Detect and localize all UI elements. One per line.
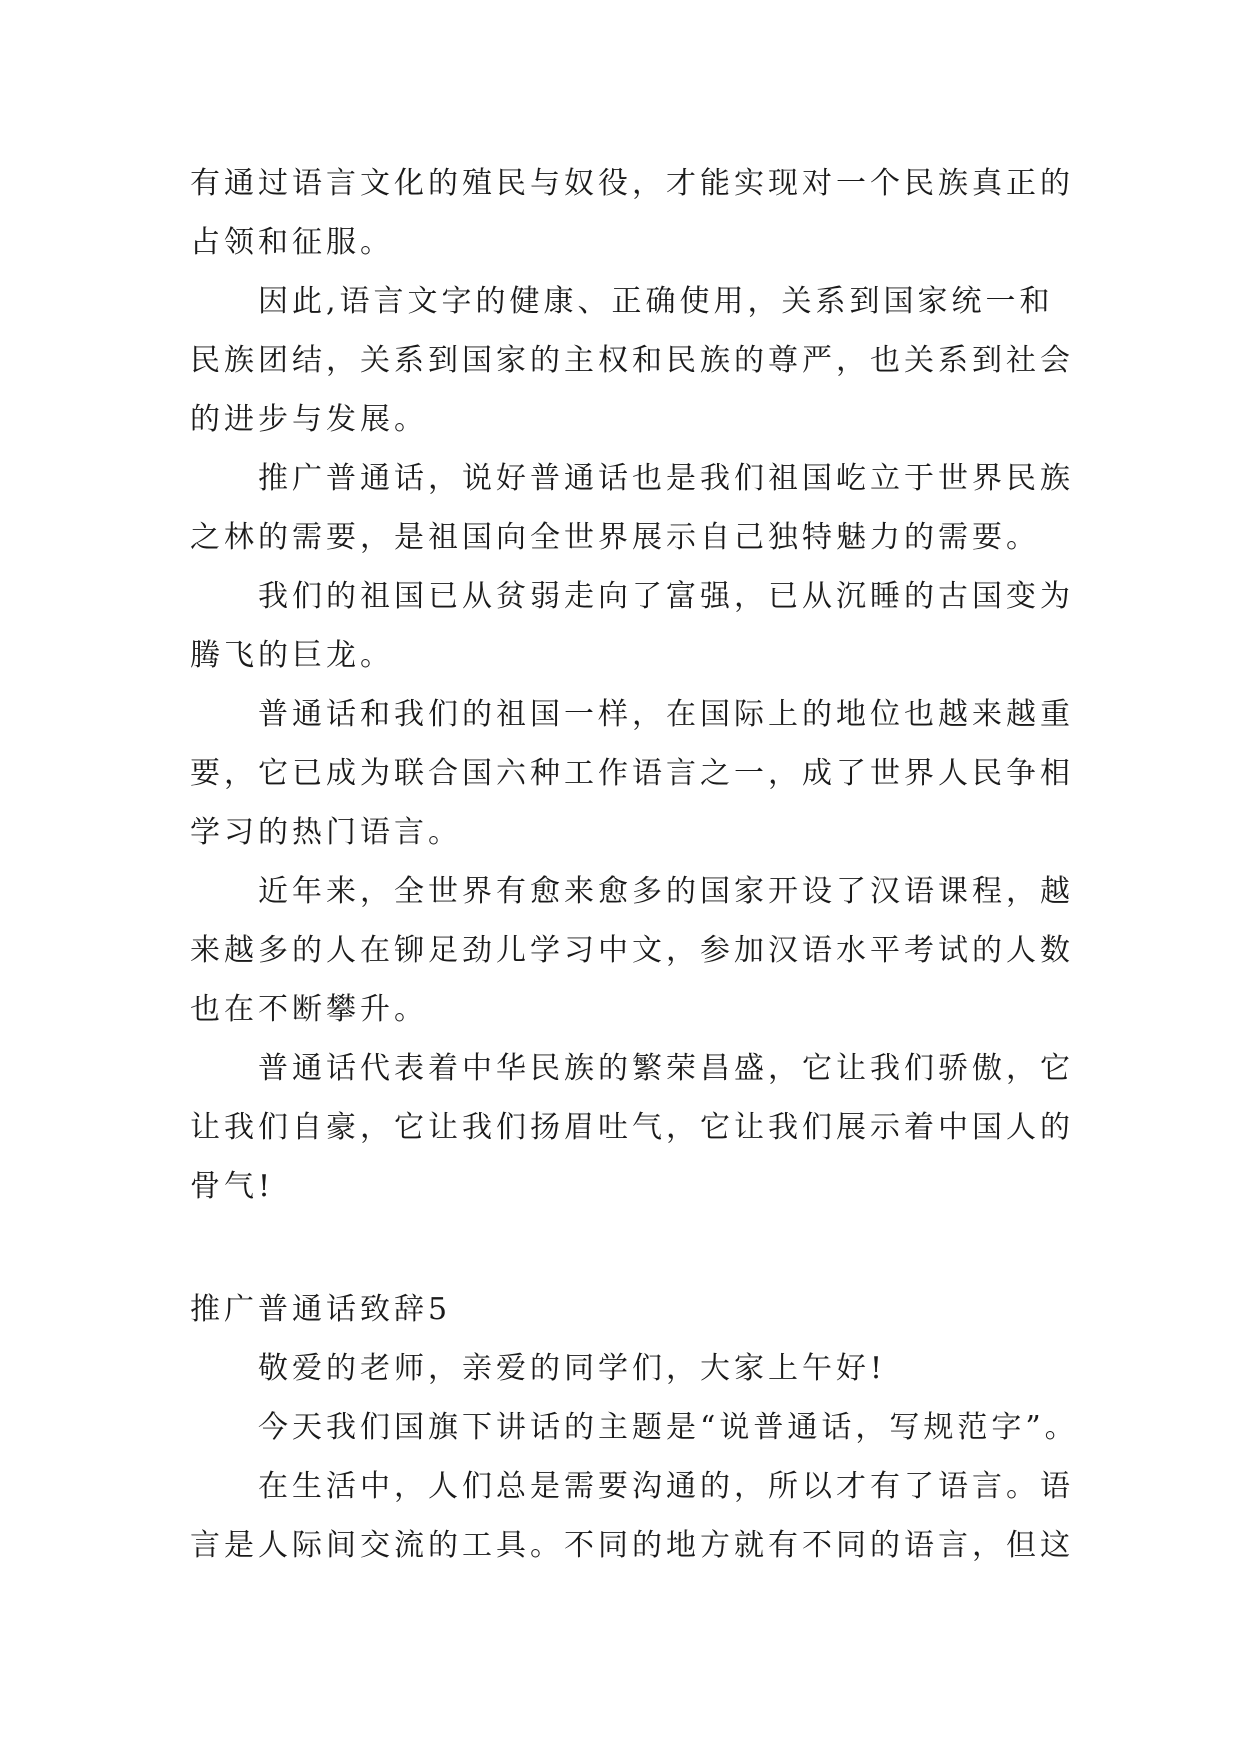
- paragraph-line: 在生活中，人们总是需要沟通的，所以才有了语言。语: [258, 1469, 1074, 1504]
- paragraph-line: 腾飞的巨龙。: [190, 638, 394, 673]
- paragraph-line: 占领和征服。: [190, 225, 394, 260]
- paragraph-line: 学习的热门语言。: [190, 815, 462, 850]
- paragraph-line: 民族团结，关系到国家的主权和民族的尊严，也关系到社会: [190, 343, 1074, 378]
- section-gap: [190, 1216, 1050, 1280]
- paragraph-line: 今天我们国旗下讲话的主题是“说普通话，写规范字”。: [258, 1410, 1079, 1445]
- paragraph-line: 普通话和我们的祖国一样，在国际上的地位也越来越重: [258, 697, 1074, 732]
- paragraph-line: 推广普通话，说好普通话也是我们祖国屹立于世界民族: [258, 461, 1074, 496]
- paragraph-line: 让我们自豪，它让我们扬眉吐气，它让我们展示着中国人的: [190, 1110, 1074, 1145]
- paragraph-line: 普通话代表着中华民族的繁荣昌盛，它让我们骄傲，它: [258, 1051, 1074, 1086]
- paragraph-line: 的进步与发展。: [190, 402, 428, 437]
- paragraph-line: 敬爱的老师，亲爱的同学们，大家上午好!: [258, 1351, 887, 1386]
- document-body: [190, 154, 1079, 1575]
- paragraph-line: 有通过语言文化的殖民与奴役，才能实现对一个民族真正的: [190, 166, 1074, 201]
- paragraph-line: 也在不断攀升。: [190, 992, 428, 1027]
- paragraph-line: 骨气!: [190, 1169, 275, 1204]
- section-title: 推广普通话致辞5: [190, 1292, 452, 1327]
- paragraph-line: 之林的需要，是祖国向全世界展示自己独特魅力的需要。: [190, 520, 1040, 555]
- paragraph-line: 因此,语言文字的健康、正确使用，关系到国家统一和: [258, 284, 1054, 319]
- paragraph-line: 我们的祖国已从贫弱走向了富强，已从沉睡的古国变为: [258, 579, 1074, 614]
- paragraph-line: 近年来，全世界有愈来愈多的国家开设了汉语课程，越: [258, 874, 1074, 909]
- paragraph-line: 来越多的人在铆足劲儿学习中文，参加汉语水平考试的人数: [190, 933, 1074, 968]
- paragraph-line: 言是人际间交流的工具。不同的地方就有不同的语言，但这: [190, 1528, 1074, 1563]
- paragraph-line: 要，它已成为联合国六种工作语言之一，成了世界人民争相: [190, 756, 1074, 791]
